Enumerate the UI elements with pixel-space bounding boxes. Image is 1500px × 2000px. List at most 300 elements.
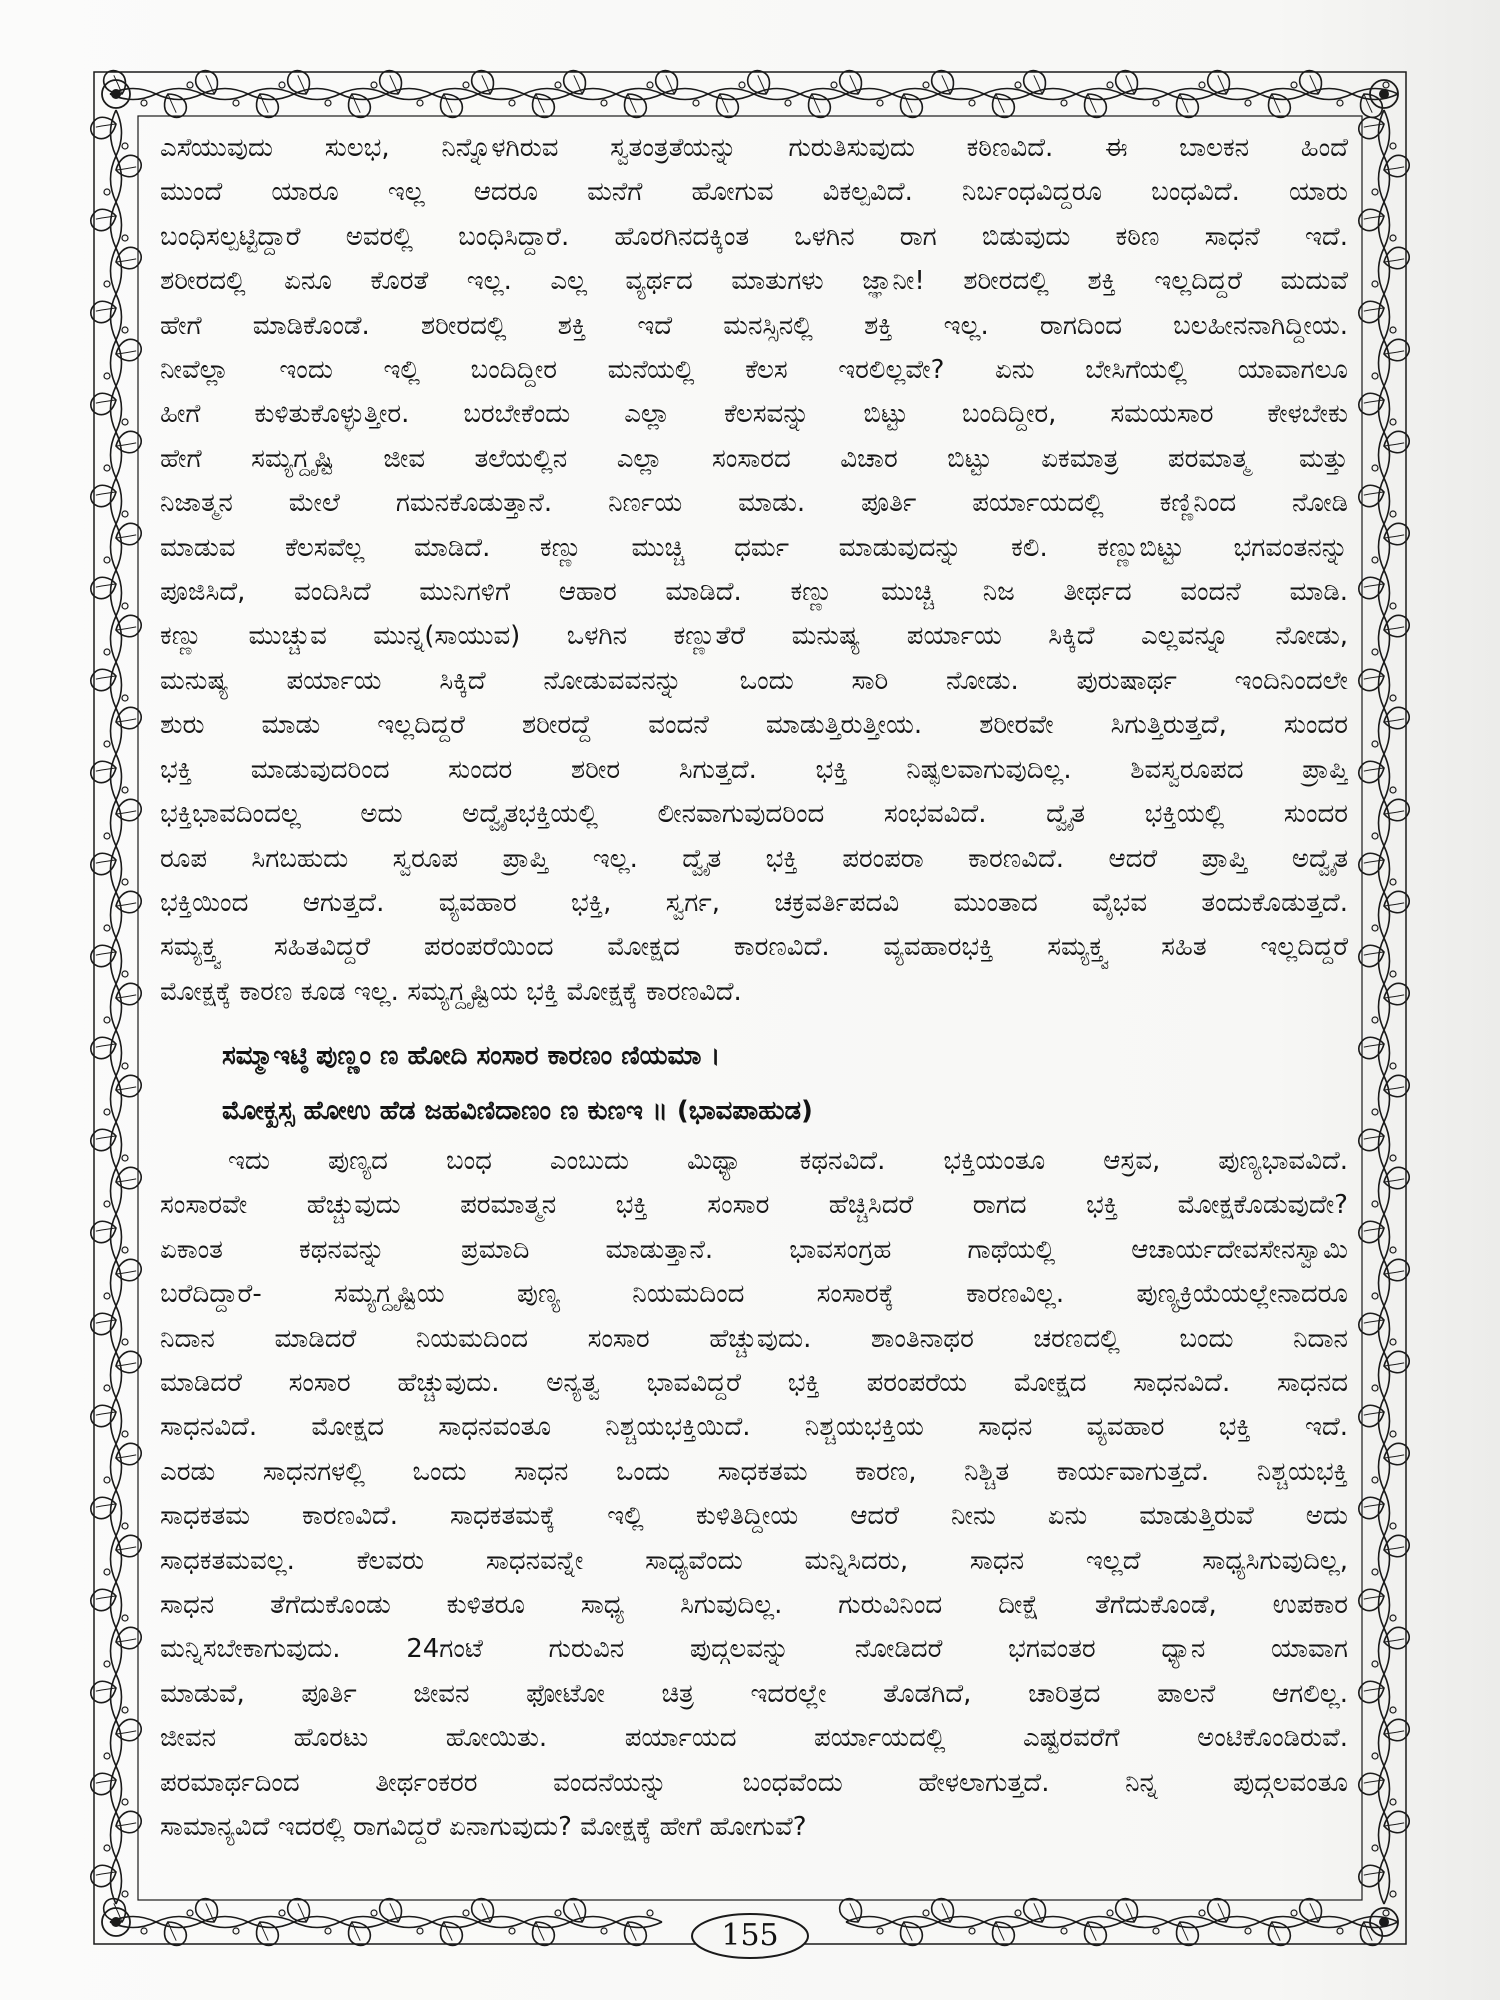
- vine-tendril: [104, 1017, 110, 1023]
- vine-tendril: [1107, 82, 1113, 88]
- vine-leaf: [1381, 888, 1413, 917]
- vine-leaf: [88, 1861, 120, 1890]
- vine-tendril: [122, 235, 128, 241]
- vine-tendril: [104, 1109, 110, 1115]
- vine-leaf: [1356, 665, 1388, 694]
- text-line: ಮುಂದೆ ಯಾರೂ ಇಲ್ಲ ಆದರೂ ಮನೆಗೆ ಹೋಗುವ ವಿಕಲ್ಪವಿದೆ. ನಿರ್ಬಂಧವಿದ್ದರೂ ಬಂಧವಿದೆ. ಯಾರು: [160, 177, 1348, 208]
- vine-leaf: [88, 1493, 120, 1522]
- vine-leaf: [1078, 89, 1110, 122]
- vine-tendril: [693, 100, 699, 106]
- vine-leaf: [1381, 796, 1413, 825]
- vine-tendril: [1390, 695, 1396, 701]
- vine-tendril: [739, 82, 745, 88]
- vine-leaf: [434, 1917, 466, 1950]
- vine-tendril: [122, 1523, 128, 1529]
- vine-tendril: [969, 100, 975, 106]
- vine-leaf: [113, 1072, 145, 1101]
- vine-leaf: [1356, 1769, 1388, 1798]
- vine-tendril: [122, 327, 128, 333]
- text-line: ಸಂಸಾರವೇ ಹೆಚ್ಚುವುದು ಪರಮಾತ್ಮನ ಭಕ್ತಿ ಸಂಸಾರ ಹೆಚ್ಚಿಸಿದರೆ ರಾಗದ ಭಕ್ತಿ ಮೋಕ್ಷಕೊಡುವುದೇ?: [160, 1190, 1348, 1221]
- vine-leaf: [158, 89, 190, 122]
- vine-tendril: [923, 1910, 929, 1916]
- vine-tendril: [1390, 511, 1396, 517]
- vine-tendril: [877, 1928, 883, 1934]
- vine-leaf: [1356, 1033, 1388, 1062]
- corner-flourish-center: [1379, 89, 1389, 99]
- vine-leaf: [1381, 1624, 1413, 1653]
- vine-leaf: [88, 481, 120, 510]
- vine-leaf: [113, 152, 145, 181]
- text-line: ಕಣ್ಣು ಮುಚ್ಚುವ ಮುನ್ನ(ಸಾಯುವ) ಒಳಗಿನ ಕಣ್ಣುತೆರೆ ಮನುಷ್ಯ ಪರ್ಯಾಯ ಸಿಕ್ಕಿದೆ ಎಲ್ಲವನ್ನೂ ನೋಡು,: [160, 621, 1348, 652]
- vine-leaf: [1203, 1894, 1235, 1927]
- text-line: ಏಕಾಂತ ಕಥನವನ್ನು ಪ್ರಮಾದಿ ಮಾಡುತ್ತಾನೆ. ಭಾವಸಂಗ್ರಹ ಗಾಥೆಯಲ್ಲಿ ಆಚಾರ್ಯದೇವಸೇನಸ್ವಾಮಿ: [160, 1234, 1348, 1265]
- vine-leaf: [1356, 1493, 1388, 1522]
- text-line: ಪರಮಾರ್ಥದಿಂದ ತೀರ್ಥಂಕರರ ವಂದನೆಯನ್ನು ಬಂಧವೆಂದು ಹೇಳಲಾಗುತ್ತದೆ. ನಿನ್ನ ಪುದ್ಗಲವಂತೂ: [160, 1767, 1348, 1798]
- vine-tendril: [463, 82, 469, 88]
- vine-leaf: [1356, 849, 1388, 878]
- vine-tendril: [1390, 143, 1396, 149]
- vine-leaf: [1381, 704, 1413, 733]
- vine-leaf: [113, 336, 145, 365]
- text-line: ನೀವೆಲ್ಲಾ ಇಂದು ಇಲ್ಲಿ ಬಂದಿದ್ದೀರ ಮನೆಯಲ್ಲಿ ಕೆಲಸ ಇರಲಿಲ್ಲವೇ? ಏನು ಬೇಸಿಗೆಯಲ್ಲಿ ಯಾವಾಗಲೂ: [160, 355, 1348, 386]
- text-line: ಹೇಗೆ ಮಾಡಿಕೊಂಡೆ. ಶರೀರದಲ್ಲಿ ಶಕ್ತಿ ಇದೆ ಮನಸ್ಸಿನಲ್ಲಿ ಶಕ್ತಿ ಇಲ್ಲ. ರಾಗದಿಂದ ಬಲಹೀನನಾಗಿದ್ದೀಯ.: [160, 310, 1348, 341]
- vine-tendril: [1390, 1891, 1396, 1897]
- vine-tendril: [104, 1293, 110, 1299]
- vine-tendril: [1061, 1928, 1067, 1934]
- vine-tendril: [1372, 1109, 1378, 1115]
- vine-tendril: [1372, 189, 1378, 195]
- vine-tendril: [122, 879, 128, 885]
- vine-leaf: [88, 1125, 120, 1154]
- vine-tendril: [1372, 1569, 1378, 1575]
- vine-tendril: [104, 1385, 110, 1391]
- vine-tendril: [1372, 557, 1378, 563]
- vine-leaf: [1295, 1894, 1327, 1927]
- vine-tendril: [104, 557, 110, 563]
- vine-leaf: [710, 89, 742, 122]
- vine-leaf: [986, 1917, 1018, 1950]
- vine-leaf: [113, 1624, 145, 1653]
- vine-tendril: [647, 1910, 653, 1916]
- vine-tendril: [122, 1247, 128, 1253]
- vine-tendril: [104, 189, 110, 195]
- vine-leaf: [1356, 113, 1388, 142]
- vine-tendril: [1390, 1247, 1396, 1253]
- vine-leaf: [1356, 1217, 1388, 1246]
- text-line: ಹೀಗೆ ಕುಳಿತುಕೊಳ್ಳುತ್ತೀರ. ಬರಬೇಕೆಂದು ಎಲ್ಲಾ ಕೆಲಸವನ್ನು ಬಿಟ್ಟು ಬಂದಿದ್ದೀರ, ಸಮಯಸಾರ ಕೇಳಬೇಕು: [160, 399, 1348, 430]
- vine-leaf: [1381, 1440, 1413, 1469]
- vine-leaf: [1381, 1348, 1413, 1377]
- text-line: ಎರಡು ಸಾಧನಗಳಲ್ಲಿ ಒಂದು ಸಾಧನ ಒಂದು ಸಾಧಕತಮ ಕಾರಣ, ನಿಶ್ಚಿತ ಕಾರ್ಯವಾಗುತ್ತದೆ. ನಿಶ್ಚಯಭಕ್ತಿ: [160, 1456, 1348, 1487]
- text-line: ಮಾಡಿದರೆ ಸಂಸಾರ ಹೆಚ್ಚುವುದು. ಅನ್ಯತ್ವ ಭಾವವಿದ್ದರೆ ಭಕ್ತಿ ಪರಂಪರೆಯ ಮೋಕ್ಷದ ಸಾಧನವಿದೆ. ಸಾಧನದ: [160, 1367, 1348, 1398]
- vine-tendril: [279, 82, 285, 88]
- vine-leaf: [88, 849, 120, 878]
- vine-tendril: [104, 649, 110, 655]
- vine-tendril: [785, 100, 791, 106]
- text-line: ಮನುಷ್ಯ ಪರ್ಯಾಯ ಸಿಕ್ಕಿದೆ ನೋಡುವವನನ್ನು ಒಂದು ಸಾರಿ ನೋಡು. ಪುರುಷಾರ್ಥ ಇಂದಿನಿಂದಲೇ: [160, 665, 1348, 696]
- vine-leaf: [113, 244, 145, 273]
- vine-leaf: [526, 89, 558, 122]
- vine-leaf: [88, 1585, 120, 1614]
- vine-leaf: [1356, 389, 1388, 418]
- vine-tendril: [122, 1707, 128, 1713]
- vine-leaf: [113, 704, 145, 733]
- vine-tendril: [1390, 603, 1396, 609]
- vine-tendril: [1372, 1753, 1378, 1759]
- vine-tendril: [1390, 1155, 1396, 1161]
- vine-tendril: [122, 511, 128, 517]
- vine-tendril: [1372, 925, 1378, 931]
- vine-leaf: [1356, 757, 1388, 786]
- vine-leaf: [88, 941, 120, 970]
- text-line: ಭಕ್ತಿಭಾವದಿಂದಲ್ಲ ಅದು ಅದ್ವೈತಭಕ್ತಿಯಲ್ಲಿ ಲೀನವಾಗುವುದರಿಂದ ಸಂಭವವಿದೆ. ದ್ವೈತ ಭಕ್ತಿಯಲ್ಲಿ ಸುಂದರ: [160, 799, 1348, 830]
- paragraph-1: [160, 126, 1348, 1014]
- vine-tendril: [279, 1910, 285, 1916]
- vine-tendril: [969, 1928, 975, 1934]
- vine-leaf: [1356, 1309, 1388, 1338]
- vine-leaf: [1356, 1677, 1388, 1706]
- vine-tendril: [1390, 879, 1396, 885]
- vine-tendril: [1337, 100, 1343, 106]
- vine-leaf: [158, 1917, 190, 1950]
- vine-leaf: [88, 1217, 120, 1246]
- vine-tendril: [371, 1910, 377, 1916]
- vine-leaf: [1170, 1917, 1202, 1950]
- vine-leaf: [835, 66, 867, 99]
- vine-tendril: [1390, 971, 1396, 977]
- vine-leaf: [283, 66, 315, 99]
- vine-leaf: [88, 1677, 120, 1706]
- text-line: ಜೀವನ ಹೊರಟು ಹೋಯಿತು. ಪರ್ಯಾಯದ ಪರ್ಯಾಯದಲ್ಲಿ ಎಷ್ಟರವರೆಗೆ ಅಂಟಿಕೊಂಡಿರುವೆ.: [160, 1723, 1348, 1754]
- vine-leaf: [1356, 481, 1388, 510]
- vine-tendril: [122, 1063, 128, 1069]
- corner-flourish-center: [111, 89, 121, 99]
- vine-tendril: [601, 100, 607, 106]
- text-line: ಹೇಗೆ ಸಮ್ಯಗ್ದೃಷ್ಟಿ ಜೀವ ತಲೆಯಲ್ಲಿನ ಎಲ್ಲಾ ಸಂಸಾರದ ವಿಚಾರ ಬಿಟ್ಟು ಏಕಮಾತ್ರ ಪರಮಾತ್ಮ ಮತ್ತು: [160, 443, 1348, 474]
- vine-leaf: [743, 66, 775, 99]
- body-text: [160, 126, 1348, 1849]
- vine-tendril: [122, 143, 128, 149]
- vine-leaf: [250, 1917, 282, 1950]
- text-line: ಶರೀರದಲ್ಲಿ ಏನೂ ಕೊರತೆ ಇಲ್ಲ. ಎಲ್ಲ ವ್ಯರ್ಥದ ಮಾತುಗಳು ಜ್ಞಾನೀ! ಶರೀರದಲ್ಲಿ ಶಕ್ತಿ ಇಲ್ಲದಿದ್ದರೆ ಮದುವೆ: [160, 266, 1348, 297]
- text-line: ಸಾಧಕತಮವಲ್ಲ. ಕೆಲವರು ಸಾಧನವನ್ನೇ ಸಾಧ್ಯವೆಂದು ಮನ್ನಿಸಿದರು, ಸಾಧನ ಇಲ್ಲದೆ ಸಾಧ್ಯಸಿಗುವುದಿಲ್ಲ,: [160, 1545, 1348, 1576]
- vine-leaf: [1356, 1585, 1388, 1614]
- vine-tendril: [104, 1569, 110, 1575]
- vine-leaf: [1295, 66, 1327, 99]
- vine-tendril: [1390, 1063, 1396, 1069]
- vine-tendril: [1372, 833, 1378, 839]
- vine-leaf: [618, 89, 650, 122]
- text-line: ಮಾಡುವ ಕೆಲಸವೆಲ್ಲ ಮಾಡಿದೆ. ಕಣ್ಣು ಮುಚ್ಚಿ ಧರ್ಮ ಮಾಡುವುದನ್ನು ಕಲಿ. ಕಣ್ಣುಬಿಟ್ಟು ಭಗವಂತನನ್ನು: [160, 532, 1348, 563]
- vine-leaf: [88, 665, 120, 694]
- vine-tendril: [509, 1928, 515, 1934]
- vine-leaf: [618, 1917, 650, 1950]
- vine-tendril: [122, 1339, 128, 1345]
- vine-leaf: [342, 89, 374, 122]
- vine-tendril: [1372, 1845, 1378, 1851]
- vine-leaf: [1381, 152, 1413, 181]
- vine-leaf: [113, 980, 145, 1009]
- vine-tendril: [122, 1891, 128, 1897]
- vine-tendril: [104, 1845, 110, 1851]
- vine-leaf: [1356, 1401, 1388, 1430]
- vine-tendril: [141, 1928, 147, 1934]
- vine-tendril: [122, 787, 128, 793]
- text-line: ಸಾಧನ ತೆಗೆದುಕೊಂಡು ಕುಳಿತರೂ ಸಾಧ್ಯ ಸಿಗುವುದಿಲ್ಲ. ಗುರುವಿನಿಂದ ದೀಕ್ಷೆ ತೆಗೆದುಕೊಂಡೆ, ಉಪಕಾರ: [160, 1590, 1348, 1620]
- vine-tendril: [1390, 419, 1396, 425]
- vine-tendril: [122, 1431, 128, 1437]
- vine-leaf: [88, 757, 120, 786]
- vine-leaf: [894, 1917, 926, 1950]
- vine-tendril: [509, 100, 515, 106]
- vine-tendril: [1153, 1928, 1159, 1934]
- vine-tendril: [1390, 327, 1396, 333]
- text-line: ಸಾಧಕತಮ ಕಾರಣವಿದೆ. ಸಾಧಕತಮಕ್ಕೆ ಇಲ್ಲಿ ಕುಳಿತಿದ್ದೀಯ ಆದರೆ ನೀನು ಏನು ಮಾಡುತ್ತಿರುವೆ ಅದು: [160, 1501, 1348, 1532]
- vine-tendril: [122, 419, 128, 425]
- vine-tendril: [1390, 1707, 1396, 1713]
- text-line: ನಿದಾನ ಮಾಡಿದರೆ ನಿಯಮದಿಂದ ಸಂಸಾರ ಹೆಚ್ಚುವುದು. ಶಾಂತಿನಾಥರ ಚರಣದಲ್ಲಿ ಬಂದು ನಿದಾನ: [160, 1323, 1348, 1354]
- vine-leaf: [88, 113, 120, 142]
- vine-tendril: [1153, 100, 1159, 106]
- text-line: ಎಸೆಯುವುದು ಸುಲಭ, ನಿನ್ನೊಳಗಿರುವ ಸ್ವತಂತ್ರತೆಯನ್ನು ಗುರುತಿಸುವುದು ಕಠಿಣವಿದೆ. ಈ ಬಾಲಕನ ಹಿಂದೆ: [160, 133, 1348, 163]
- vine-leaf: [191, 1894, 223, 1927]
- vine-leaf: [88, 297, 120, 326]
- vine-tendril: [104, 833, 110, 839]
- vine-tendril: [233, 100, 239, 106]
- vine-leaf: [1170, 89, 1202, 122]
- vine-leaf: [651, 66, 683, 99]
- vine-tendril: [104, 281, 110, 287]
- text-line: ಬರೆದಿದ್ದಾರೆ- ಸಮ್ಯಗ್ದೃಷ್ಟಿಯ ಪುಣ್ಯ ನಿಯಮದಿಂದ ಸಂಸಾರಕ್ಕೆ ಕಾರಣವಿಲ್ಲ. ಪುಣ್ಯಕ್ರಿಯೆಯಲ್ಲೇನಾದರೂ: [160, 1279, 1348, 1310]
- vine-leaf: [113, 428, 145, 457]
- text-line: ಬಂಧಿಸಲ್ಪಟ್ಟಿದ್ದಾರೆ ಅವರಲ್ಲಿ ಬಂಧಿಸಿದ್ದಾರೆ. ಹೊರಗಿನದಕ್ಕಿಂತ ಒಳಗಿನ ರಾಗ ಬಿಡುವುದು ಕಠಿಣ ಸಾಧನೆ ಇದೆ.: [160, 221, 1348, 252]
- vine-tendril: [1372, 281, 1378, 287]
- vine-tendril: [1372, 465, 1378, 471]
- vine-leaf: [1356, 205, 1388, 234]
- vine-leaf: [1203, 66, 1235, 99]
- vine-tendril: [417, 1928, 423, 1934]
- vine-tendril: [1372, 373, 1378, 379]
- vine-tendril: [1337, 1928, 1343, 1934]
- corner-flourish-center: [111, 1917, 121, 1927]
- vine-tendril: [1107, 1910, 1113, 1916]
- text-line: ಮನ್ನಿಸಬೇಕಾಗುವುದು. 24ಗಂಟೆ ಗುರುವಿನ ಪುದ್ಗಲವನ್ನು ನೋಡಿದರೆ ಭಗವಂತರ ಧ್ಯಾನ ಯಾವಾಗ: [160, 1634, 1348, 1665]
- vine-leaf: [1356, 573, 1388, 602]
- page-number: 155: [721, 1918, 779, 1953]
- vine-leaf: [1262, 89, 1294, 122]
- vine-tendril: [122, 1615, 128, 1621]
- vine-tendril: [1372, 1017, 1378, 1023]
- vine-leaf: [113, 1440, 145, 1469]
- vine-leaf: [88, 1401, 120, 1430]
- vine-tendril: [1015, 1910, 1021, 1916]
- vine-leaf: [927, 1894, 959, 1927]
- vine-leaf: [1381, 1164, 1413, 1193]
- vine-tendril: [831, 82, 837, 88]
- vine-tendril: [187, 1910, 193, 1916]
- vine-tendril: [923, 82, 929, 88]
- text-line: ಭಕ್ತಿಯಿಂದ ಆಗುತ್ತದೆ. ವ್ಯವಹಾರ ಭಕ್ತಿ, ಸ್ವರ್ಗ, ಚಕ್ರವರ್ತಿಪದವಿ ಮುಂತಾದ ವೈಭವ ತಂದುಕೊಡುತ್ತದೆ.: [160, 887, 1348, 918]
- vine-tendril: [141, 100, 147, 106]
- vine-leaf: [88, 1769, 120, 1798]
- text-line: ರೂಪ ಸಿಗಬಹುದು ಸ್ವರೂಪ ಪ್ರಾಪ್ತಿ ಇಲ್ಲ. ದ್ವೈತ ಭಕ್ತಿ ಪರಂಪರಾ ಕಾರಣವಿದೆ. ಆದರೆ ಪ್ರಾಪ್ತಿ ಅದ್ವೈತ: [160, 843, 1348, 874]
- vine-tendril: [1372, 1385, 1378, 1391]
- vine-leaf: [1381, 520, 1413, 549]
- vine-tendril: [233, 1928, 239, 1934]
- vine-leaf: [434, 89, 466, 122]
- vine-leaf: [1078, 1917, 1110, 1950]
- vine-tendril: [122, 1799, 128, 1805]
- vine-tendril: [122, 971, 128, 977]
- vine-tendril: [1061, 100, 1067, 106]
- verse-line-2: ಮೋಕ್ಖಸ್ಸ ಹೋಉ ಹೆಡ ಜಹವಿಣಿದಾಣಂ ಣ ಕುಣಇ ॥ (ಭಾವಪಾಹುಡ): [222, 1095, 813, 1126]
- text-line: ಸಮ್ಯಕ್ತ್ವ ಸಹಿತವಿದ್ದರೆ ಪರಂಪರೆಯಿಂದ ಮೋಕ್ಷದ ಕಾರಣವಿದೆ. ವ್ಯವಹಾರಭಕ್ತಿ ಸಮ್ಯಕ್ತ್ವ ಸಹಿತ ಇಲ್ಲದಿದ್ದರೆ: [160, 932, 1348, 963]
- vine-leaf: [894, 89, 926, 122]
- vine-leaf: [467, 66, 499, 99]
- vine-tendril: [371, 82, 377, 88]
- vine-tendril: [555, 1910, 561, 1916]
- vine-tendril: [1390, 787, 1396, 793]
- vine-leaf: [1381, 612, 1413, 641]
- vine-leaf: [1381, 244, 1413, 273]
- vine-tendril: [1291, 1910, 1297, 1916]
- vine-leaf: [802, 89, 834, 122]
- vine-leaf: [1111, 66, 1143, 99]
- vine-leaf: [1356, 1861, 1388, 1890]
- vine-leaf: [1356, 941, 1388, 970]
- vine-leaf: [113, 1532, 145, 1561]
- vine-tendril: [1390, 1615, 1396, 1621]
- vine-tendril: [1291, 82, 1297, 88]
- vine-leaf: [835, 1894, 867, 1927]
- vine-leaf: [559, 66, 591, 99]
- vine-tendril: [187, 82, 193, 88]
- vine-tendril: [1390, 1431, 1396, 1437]
- vine-leaf: [88, 389, 120, 418]
- vine-tendril: [104, 1477, 110, 1483]
- text-line: ಶುರು ಮಾಡು ಇಲ್ಲದಿದ್ದರೆ ಶರೀರದ್ದೆ ವಂದನೆ ಮಾಡುತ್ತಿರುತ್ತೀಯ. ಶರೀರವೇ ಸಿಗುತ್ತಿರುತ್ತದೆ, ಸುಂದರ: [160, 710, 1348, 741]
- vine-tendril: [601, 1928, 607, 1934]
- vine-leaf: [88, 1309, 120, 1338]
- vine-leaf: [1262, 1917, 1294, 1950]
- vine-tendril: [1015, 82, 1021, 88]
- vine-leaf: [1019, 66, 1051, 99]
- vine-leaf: [113, 1164, 145, 1193]
- paragraph-2: [160, 1139, 1348, 1850]
- vine-leaf: [113, 520, 145, 549]
- vine-leaf: [526, 1917, 558, 1950]
- vine-leaf: [88, 1033, 120, 1062]
- text-line: ನಿಜಾತ್ಮನ ಮೇಲೆ ಗಮನಕೊಡುತ್ತಾನೆ. ನಿರ್ಣಯ ಮಾಡು. ಪೂರ್ತಿ ಪರ್ಯಾಯದಲ್ಲಿ ಕಣ್ಣಿನಿಂದ ನೋಡಿ: [160, 488, 1348, 519]
- vine-tendril: [122, 603, 128, 609]
- vine-leaf: [927, 66, 959, 99]
- vine-tendril: [325, 100, 331, 106]
- vine-leaf: [1019, 1894, 1051, 1927]
- vine-leaf: [88, 205, 120, 234]
- vine-tendril: [877, 100, 883, 106]
- vine-tendril: [104, 1201, 110, 1207]
- text-line: ಇದು ಪುಣ್ಯದ ಬಂಧ ಎಂಬುದು ಮಿಥ್ಯಾ ಕಥನವಿದೆ. ಭಕ್ತಿಯಂತೂ ಆಸ್ರವ, ಪುಣ್ಯಭಾವವಿದೆ.: [228, 1145, 1348, 1176]
- vine-leaf: [1381, 1532, 1413, 1561]
- vine-tendril: [1383, 82, 1389, 88]
- vine-tendril: [1372, 649, 1378, 655]
- vine-leaf: [1356, 1125, 1388, 1154]
- vine-leaf: [1381, 1716, 1413, 1745]
- text-line: ಮಾಡುವೆ, ಪೂರ್ತಿ ಜೀವನ ಫೋಟೋ ಚಿತ್ರ ಇದರಲ್ಲೇ ತೊಡಗಿದೆ, ಚಾರಿತ್ರದ ಪಾಲನೆ ಆಗಲಿಲ್ಲ.: [160, 1678, 1348, 1709]
- vine-leaf: [113, 796, 145, 825]
- vine-leaf: [986, 89, 1018, 122]
- vine-leaf: [113, 1348, 145, 1377]
- vine-tendril: [1383, 1910, 1389, 1916]
- vine-tendril: [104, 1753, 110, 1759]
- vine-tendril: [1372, 1293, 1378, 1299]
- vine-tendril: [647, 82, 653, 88]
- vine-leaf: [113, 1716, 145, 1745]
- vine-tendril: [1390, 1799, 1396, 1805]
- vine-tendril: [1372, 1201, 1378, 1207]
- verse-line-1: ಸಮ್ಮಾಇಟ್ಠಿ ಪುಣ್ಣಂ ಣ ಹೋದಿ ಸಂಸಾರ ಕಾರಣಂ ಣಿಯಮಾ ।: [222, 1041, 721, 1072]
- vine-tendril: [1199, 1910, 1205, 1916]
- vine-leaf: [88, 573, 120, 602]
- vine-leaf: [467, 1894, 499, 1927]
- vine-tendril: [104, 373, 110, 379]
- vine-tendril: [104, 465, 110, 471]
- vine-leaf: [113, 888, 145, 917]
- vine-tendril: [1390, 1523, 1396, 1529]
- vine-leaf: [1381, 980, 1413, 1009]
- vine-tendril: [1372, 1477, 1378, 1483]
- vine-tendril: [122, 695, 128, 701]
- vine-leaf: [1381, 1808, 1413, 1837]
- text-line: ಪೂಜಿಸಿದೆ, ವಂದಿಸಿದೆ ಮುನಿಗಳಿಗೆ ಆಹಾರ ಮಾಡಿದೆ. ಕಣ್ಣು ಮುಚ್ಚಿ ನಿಜ ತೀರ್ಥದ ವಂದನೆ ಮಾಡಿ.: [160, 577, 1348, 608]
- text-line: ಸಾಧನವಿದೆ. ಮೋಕ್ಷದ ಸಾಧನವಂತೂ ನಿಶ್ಚಯಭಕ್ತಿಯಿದೆ. ನಿಶ್ಚಯಭಕ್ತಿಯ ಸಾಧನ ವ್ಯವಹಾರ ಭಕ್ತಿ ಇದೆ.: [160, 1412, 1348, 1443]
- vine-tendril: [1372, 741, 1378, 747]
- vine-leaf: [375, 66, 407, 99]
- vine-leaf: [1111, 1894, 1143, 1927]
- vine-tendril: [1372, 1661, 1378, 1667]
- vine-tendril: [325, 1928, 331, 1934]
- vine-tendril: [555, 82, 561, 88]
- vine-tendril: [1245, 100, 1251, 106]
- vine-leaf: [1381, 428, 1413, 457]
- vine-tendril: [1390, 1339, 1396, 1345]
- vine-leaf: [113, 1808, 145, 1837]
- vine-leaf: [113, 1256, 145, 1285]
- vine-tendril: [104, 1661, 110, 1667]
- vine-leaf: [1381, 1256, 1413, 1285]
- vine-tendril: [1245, 1928, 1251, 1934]
- vine-leaf: [113, 612, 145, 641]
- text-line: ಸಾಮಾನ್ಯವಿದೆ ಇದರಲ್ಲಿ ರಾಗವಿದ್ದರೆ ಏನಾಗುವುದು? ಮೋಕ್ಷಕ್ಕೆ ಹೇಗೆ ಹೋಗುವೆ?: [160, 1812, 807, 1843]
- vine-tendril: [417, 100, 423, 106]
- vine-tendril: [463, 1910, 469, 1916]
- vine-tendril: [1390, 235, 1396, 241]
- vine-tendril: [104, 741, 110, 747]
- vine-leaf: [342, 1917, 374, 1950]
- vine-leaf: [283, 1894, 315, 1927]
- vine-leaf: [1356, 297, 1388, 326]
- vine-leaf: [191, 66, 223, 99]
- vine-leaf: [559, 1894, 591, 1927]
- vine-tendril: [104, 925, 110, 931]
- vine-tendril: [122, 1155, 128, 1161]
- text-line: ಮೋಕ್ಷಕ್ಕೆ ಕಾರಣ ಕೂಡ ಇಲ್ಲ. ಸಮ್ಯಗ್ದೃಷ್ಟಿಯ ಭಕ್ತಿ ಮೋಕ್ಷಕ್ಕೆ ಕಾರಣವಿದೆ.: [160, 976, 742, 1007]
- text-line: ಭಕ್ತಿ ಮಾಡುವುದರಿಂದ ಸುಂದರ ಶರೀರ ಸಿಗುತ್ತದೆ. ಭಕ್ತಿ ನಿಷ್ಫಲವಾಗುವುದಿಲ್ಲ. ಶಿವಸ್ವರೂಪದ ಪ್ರಾಪ್ತಿ: [160, 754, 1348, 785]
- vine-leaf: [375, 1894, 407, 1927]
- vine-leaf: [1381, 336, 1413, 365]
- vine-leaf: [1381, 1072, 1413, 1101]
- vine-tendril: [1199, 82, 1205, 88]
